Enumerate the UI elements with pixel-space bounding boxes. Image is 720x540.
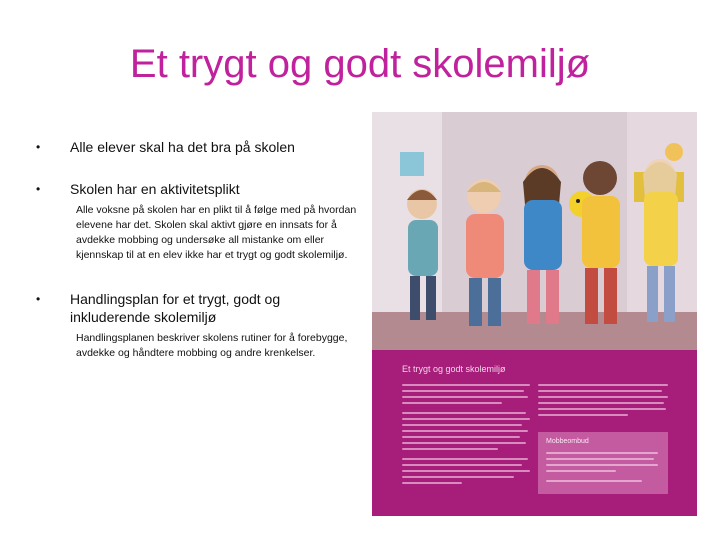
poster-text-panel <box>372 350 697 516</box>
bullet-subtext: Handlingsplanen beskriver skolens rutiner for å forebygge, avdekke og håndtere mobbing og andre krenkelser. <box>76 332 348 359</box>
bullet-dot: • <box>36 140 41 154</box>
bullet-subtext: Alle voksne på skolen har en plikt til å følge med på hvordan elevene har det. Skolen skal aktivt gjøre en innsats for å avdekke mobbing og undersøke all mistanke om eller kjennskap til at en elev ikke har et trygt og godt skolemiljø. <box>76 204 357 261</box>
children-illustration <box>372 112 697 350</box>
bullet-dot: • <box>36 182 41 196</box>
bullet-text: Handlingsplan for et trygt, godt og inkluderende skolemiljø <box>70 291 281 325</box>
slide-title: Et trygt og godt skolemiljø <box>129 42 591 86</box>
poster-image <box>372 112 697 516</box>
bullet-item-3 <box>36 290 332 326</box>
children-photo <box>372 112 697 350</box>
poster-title: Et trygt og godt skolemiljø <box>402 364 506 374</box>
bullet-item-1 <box>36 138 332 156</box>
bullet-text: Skolen har en aktivitetsplikt <box>70 181 240 197</box>
bullet-dot: • <box>36 292 41 306</box>
mobbeombud-title: Mobbeombud <box>546 438 589 445</box>
bullet-text: Alle elever skal ha det bra på skolen <box>70 139 295 155</box>
bullet-item-2 <box>36 180 332 198</box>
mobbeombud-box <box>538 432 668 494</box>
